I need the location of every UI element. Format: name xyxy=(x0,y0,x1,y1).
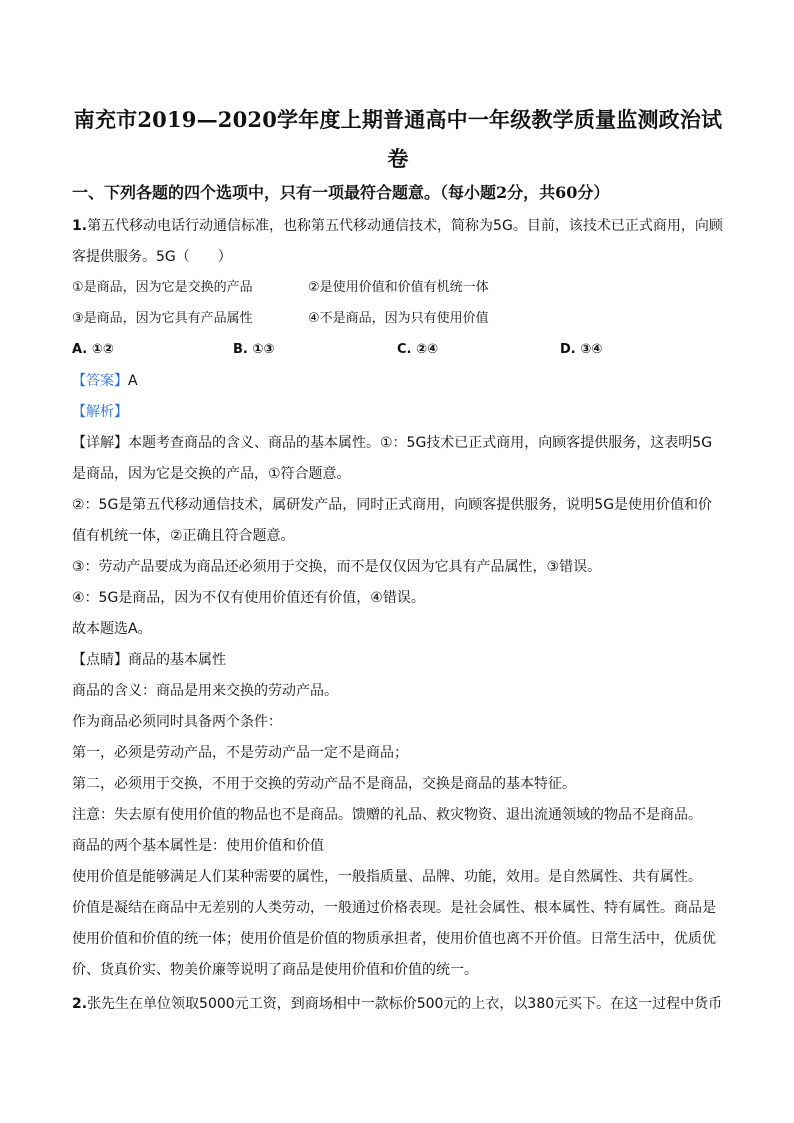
tips-line: 第二，必须用于交换，不用于交换的劳动产品不是商品，交换是商品的基本特征。 xyxy=(72,776,576,792)
statement-2: ②是使用价值和价值有机统一体 xyxy=(308,280,489,295)
detail-line: 值有机统一体，②正确且符合题意。 xyxy=(72,528,295,544)
section-heading: 一、下列各题的四个选项中，只有一项最符合题意。（每小题2分，共60分） xyxy=(72,183,610,202)
tips-tag: 【点睛】 xyxy=(72,652,128,668)
detail-text: 本题考查商品的含义、商品的基本属性。①：5G技术已正式商用，向顾客提供服务，这表明5G xyxy=(128,435,713,451)
detail-line xyxy=(72,433,712,453)
question-text-line: 张先生在单位领取5000元工资，到商场相中一款标价500元的上衣，以380元买下。在这一过程中货币 xyxy=(87,996,723,1012)
question-text-line: 第五代移动电话行动通信标准，也称第五代移动通信技术，简称为5G。目前，该技术已正式商用，向顾 xyxy=(87,218,723,234)
answer-line xyxy=(72,371,138,391)
answer-tag: 【答案】 xyxy=(72,373,128,389)
question-number: 2. xyxy=(72,996,88,1012)
detail-tag: 【详解】 xyxy=(72,435,128,451)
tips-line: 第一，必须是劳动产品，不是劳动产品一定不是商品； xyxy=(72,745,408,761)
question-2-text xyxy=(72,994,722,1014)
question-number: 1. xyxy=(72,218,88,234)
detail-line: 故本题选A。 xyxy=(72,621,152,637)
option-c: C. ②④ xyxy=(397,342,439,357)
tips-line: 使用价值是能够满足人们某种需要的属性，一般指质量、品牌、功能，效用。是自然属性、共有属性。 xyxy=(72,869,702,885)
option-b: B. ①③ xyxy=(233,342,275,357)
tips-line: 作为商品必须同时具备两个条件： xyxy=(72,714,282,730)
question-1-text xyxy=(72,216,723,236)
statement-4: ④不是商品，因为只有使用价值 xyxy=(308,311,489,326)
document-page xyxy=(72,0,724,1123)
detail-line: ②：5G是第五代移动通信技术，属研发产品，同时正式商用，向顾客提供服务，说明5G是使用价值和价 xyxy=(72,497,713,513)
document-title-line2: 卷 xyxy=(387,146,409,171)
analysis-tag: 【解析】 xyxy=(72,404,128,420)
tips-line: 商品的含义：商品是用来交换的劳动产品。 xyxy=(72,683,338,699)
option-a: A. ①② xyxy=(72,342,114,357)
detail-line: 是商品，因为它是交换的产品，①符合题意。 xyxy=(72,466,351,482)
tips-title: 商品的基本属性 xyxy=(128,652,226,668)
detail-line: ③：劳动产品要成为商品还必须用于交换，而不是仅仅因为它具有产品属性，③错误。 xyxy=(72,559,602,575)
tips-line: 使用价值和价值的统一体；使用价值是价值的物质承担者，使用价值也离不开价值。日常生活中，优质优 xyxy=(72,931,716,947)
tips-line: 价、货真价实、物美价廉等说明了商品是使用价值和价值的统一。 xyxy=(72,962,478,978)
statement-1: ①是商品，因为它是交换的产品 xyxy=(72,280,253,295)
document-title-line1: 南充市2019—2020学年度上期普通高中一年级教学质量监测政治试 xyxy=(73,107,723,132)
tips-line xyxy=(72,650,226,670)
tips-line: 商品的两个基本属性是：使用价值和价值 xyxy=(72,838,324,854)
option-d: D. ③④ xyxy=(560,342,603,357)
answer-value: A xyxy=(128,373,138,389)
detail-line: ④：5G是商品，因为不仅有使用价值还有价值，④错误。 xyxy=(72,590,425,606)
statement-3: ③是商品，因为它具有产品属性 xyxy=(72,311,253,326)
tips-line: 价值是凝结在商品中无差别的人类劳动，一般通过价格表现。是社会属性、根本属性、特有属性。商品是 xyxy=(72,900,716,916)
question-text-line: 客提供服务。5G（ ） xyxy=(72,249,232,265)
tips-line: 注意：失去原有使用价值的物品也不是商品。馈赠的礼品、救灾物资、退出流通领域的物品不是商品。 xyxy=(72,807,702,823)
